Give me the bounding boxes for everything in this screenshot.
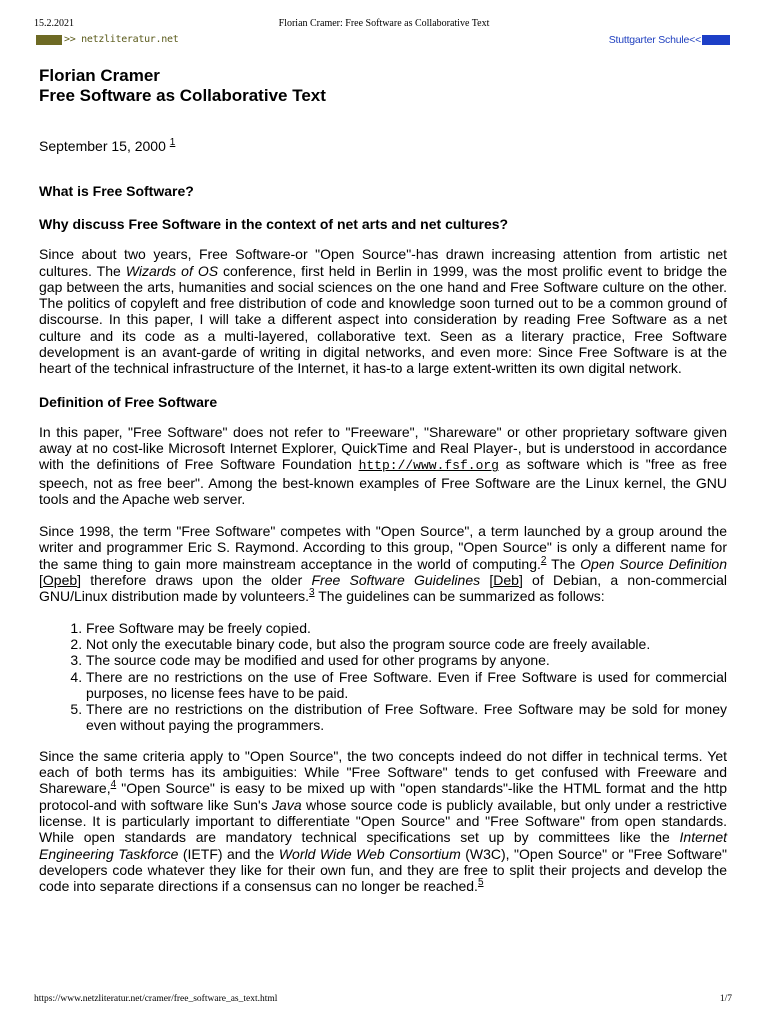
banner-right-block	[702, 35, 730, 45]
emphasis: Wizards of OS	[125, 262, 219, 279]
paragraph-definition	[39, 424, 727, 507]
article-title: Free Software as Collaborative Text	[39, 86, 326, 105]
footnote-link-2[interactable]: 2	[540, 554, 547, 566]
text: The guidelines can be summarized as follows:	[314, 588, 605, 605]
list-item: 4. There are no restrictions on the use of Free Software. Even if Free Software is used for commercial purposes, no license fees have to be paid.	[86, 669, 727, 702]
article-date	[39, 138, 727, 154]
list-item: 1. Free Software may be freely copied.	[86, 620, 727, 636]
text: (IETF) and the	[178, 845, 279, 862]
section-heading-why-discuss: Why discuss Free Software in the context of net arts and net cultures?	[39, 216, 509, 233]
section-heading-definition: Definition of Free Software	[39, 393, 218, 410]
text: Since 1998, the term "Free Software" competes with "Open Source", a term launched by a group around the writer and programmer Eric S. Raymond. According to this group, "Open Source" is only a different name for the same thing to gain more mainstream acceptance in the world of computing.	[39, 523, 727, 572]
text: conference, first held in Berlin in 1999, was the most prolific event to bridge the gap between the arts, humanities and social sciences on the one hand and Free Software culture on the other. The politics of copyleft and free distribution of code and knowledge soon turned out to be a common ground of discourse. In this paper, I will take a different aspect into consideration by reading Free Software as a net culture and its code as a multi-layered, collaborative text. Seen as a literary practice, Free Software development is an avant-garde of writing in digital networks, and even more: Since Free Software is at the heart of the technical infrastructure of the Internet, it has-to a large extent-written its own digital network.	[39, 262, 728, 377]
text: Since the same criteria apply to "Open Source", the two concepts indeed do not differ in technical terms. Yet each of both terms has its ambiguities: While "Free Software" tends to get confused with Freeware and Shareware,	[39, 747, 727, 797]
paragraph-ambiguities	[39, 748, 727, 895]
text: [	[39, 572, 43, 589]
emphasis: Open Source Definition	[580, 555, 727, 572]
text: The	[546, 555, 581, 572]
text: [	[480, 572, 494, 589]
list-item: 5. There are no restrictions on the distribution of Free Software. Free Software may be sold for money even without paying the programmers.	[86, 701, 727, 734]
text: In this paper, "Free Software" does not refer to "Freeware", "Shareware" or other proprietary software given away at no cost-like Microsoft Internet Explorer, QuickTime and Real Player-, but is understood in accordance with the definitions of Free Software Foundation	[39, 423, 727, 473]
banner-left-block	[36, 35, 62, 45]
print-url: https://www.netzliteratur.net/cramer/free_software_as_text.html	[34, 994, 278, 1004]
text: ] therefore draws upon the older	[77, 572, 312, 589]
article-heading	[39, 66, 727, 106]
text: "Open Source" is easy to be mixed up with "open standards"-like the HTML format and the http protocol-and with software like Sun's	[39, 780, 727, 813]
text: (W3C), "Open Source" or "Free Software" developers code whatever they like for their own fun, and they are free to split their projects and develop the code into separate directions if a consensus can no longer be reached.	[39, 845, 727, 895]
fsf-link[interactable]: http://www.fsf.org	[358, 458, 499, 474]
text: whose source code is publicly available, but only under a restrictive license. It is particularly important to differentiate "Open Source" and "Free Software" from open standards. While open standards are mandatory technical specifications set up by committees like the	[39, 796, 728, 846]
print-page-title: Florian Cramer: Free Software as Collaborative Text	[278, 18, 490, 29]
footnote-link-3[interactable]: 3	[309, 587, 315, 599]
date-text: September 15, 2000	[39, 138, 166, 154]
section-heading-what-is: What is Free Software?	[39, 183, 194, 200]
list-item: 2. Not only the executable binary code, but also the program source code are freely available.	[86, 636, 727, 652]
list-item: 3. The source code may be modified and used for other programs by anyone.	[86, 652, 727, 668]
emphasis: Free Software Guidelines	[311, 572, 481, 589]
reference-link-deb[interactable]: Deb	[493, 572, 519, 589]
emphasis: Java	[272, 796, 302, 813]
article	[39, 66, 727, 894]
page-number: 1/7	[719, 994, 732, 1004]
footnote-link-5[interactable]: 5	[477, 877, 484, 889]
reference-link-opeb[interactable]: Opeb	[42, 572, 78, 589]
text: as software which is "free as free speech, not as free beer". Among the best-known examples of Free Software are the Linux kernel, the GNU tools and the Apache web server.	[39, 456, 727, 507]
netzliteratur-banner[interactable]	[36, 34, 178, 45]
footnote-link-4[interactable]: 4	[110, 779, 117, 791]
paragraph-intro	[39, 246, 727, 376]
print-date: 15.2.2021	[34, 18, 74, 29]
emphasis: World Wide Web Consortium	[278, 845, 461, 862]
author-name: Florian Cramer	[39, 66, 160, 85]
banner-left-label: >> netzliteratur.net	[64, 34, 179, 45]
footnote-link-1[interactable]: 1	[169, 137, 176, 148]
paragraph-open-source	[39, 523, 727, 604]
text: ] of Debian, a non-commercial GNU/Linux distribution made by volunteers.	[39, 572, 728, 605]
stuttgarter-schule-banner[interactable]	[609, 34, 730, 45]
banner-right-label: Stuttgarter Schule<<	[608, 33, 701, 46]
guidelines-list	[39, 620, 727, 734]
emphasis: Internet Engineering Taskforce	[39, 829, 727, 862]
text: Since about two years, Free Software-or "Open Source"-has drawn increasing attention from artistic net cultures. The	[39, 246, 727, 279]
